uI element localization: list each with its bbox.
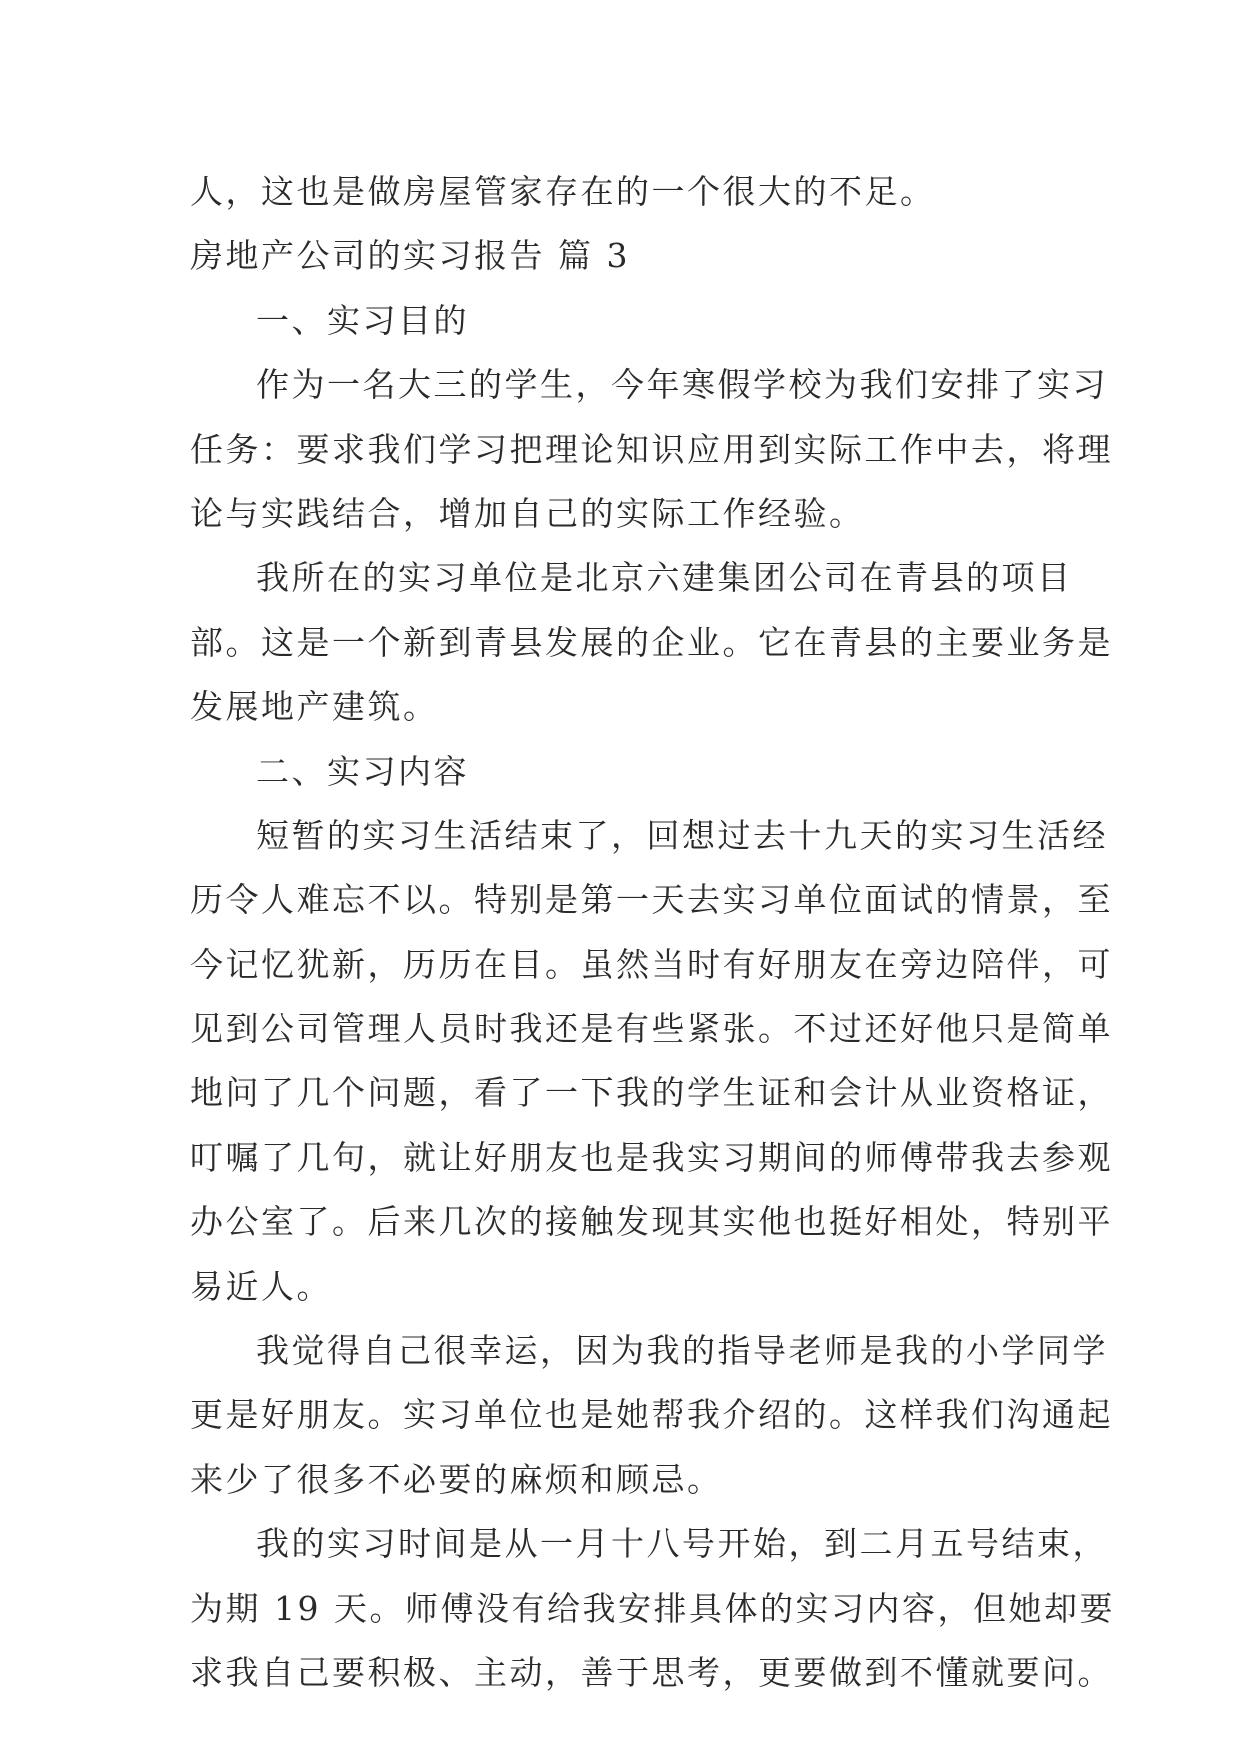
text-line: 地问了几个问题，看了一下我的学生证和会计从业资格证， bbox=[190, 1073, 1113, 1113]
text-line: 求我自己要积极、主动，善于思考，更要做到不懂就要问。 bbox=[190, 1652, 1113, 1692]
text-line: 今记忆犹新，历历在目。虽然当时有好朋友在旁边陪伴，可 bbox=[190, 944, 1113, 984]
text-line: 作为一名大三的学生，今年寒假学校为我们安排了实习 bbox=[256, 365, 1108, 405]
text-line: 二、实习内容 bbox=[256, 751, 469, 791]
text-line: 见到公司管理人员时我还是有些紧张。不过还好他只是简单 bbox=[190, 1009, 1113, 1049]
text-line: 一、实习目的 bbox=[256, 300, 469, 340]
text-line: 我的实习时间是从一月十八号开始，到二月五号结束， bbox=[256, 1524, 1108, 1564]
text-line: 我所在的实习单位是北京六建集团公司在青县的项目 bbox=[256, 558, 1073, 598]
text-line: 更是好朋友。实习单位也是她帮我介绍的。这样我们沟通起 bbox=[190, 1395, 1113, 1435]
text-line: 历令人难忘不以。特别是第一天去实习单位面试的情景，至 bbox=[190, 880, 1113, 920]
text-line: 部。这是一个新到青县发展的企业。它在青县的主要业务是 bbox=[190, 622, 1113, 662]
document-body bbox=[190, 160, 1115, 1705]
text-line: 房地产公司的实习报告 篇 3 bbox=[190, 236, 630, 276]
text-line: 来少了很多不必要的麻烦和顾忌。 bbox=[190, 1459, 723, 1499]
text-line: 发展地产建筑。 bbox=[190, 687, 439, 727]
text-line: 易近人。 bbox=[190, 1266, 332, 1306]
text-line: 叮嘱了几句，就让好朋友也是我实习期间的师傅带我去参观 bbox=[190, 1137, 1113, 1177]
text-line: 论与实践结合，增加自己的实际工作经验。 bbox=[190, 493, 865, 533]
text-line: 短暂的实习生活结束了，回想过去十九天的实习生活经 bbox=[256, 815, 1108, 855]
text-line: 任务：要求我们学习把理论知识应用到实际工作中去，将理 bbox=[190, 429, 1113, 469]
text-line: 办公室了。后来几次的接触发现其实他也挺好相处，特别平 bbox=[190, 1202, 1113, 1242]
text-line: 为期 19 天。师傅没有给我安排具体的实习内容，但她却要 bbox=[190, 1588, 1115, 1628]
text-line: 人，这也是做房屋管家存在的一个很大的不足。 bbox=[190, 172, 936, 211]
text-line: 我觉得自己很幸运，因为我的指导老师是我的小学同学 bbox=[256, 1331, 1108, 1371]
